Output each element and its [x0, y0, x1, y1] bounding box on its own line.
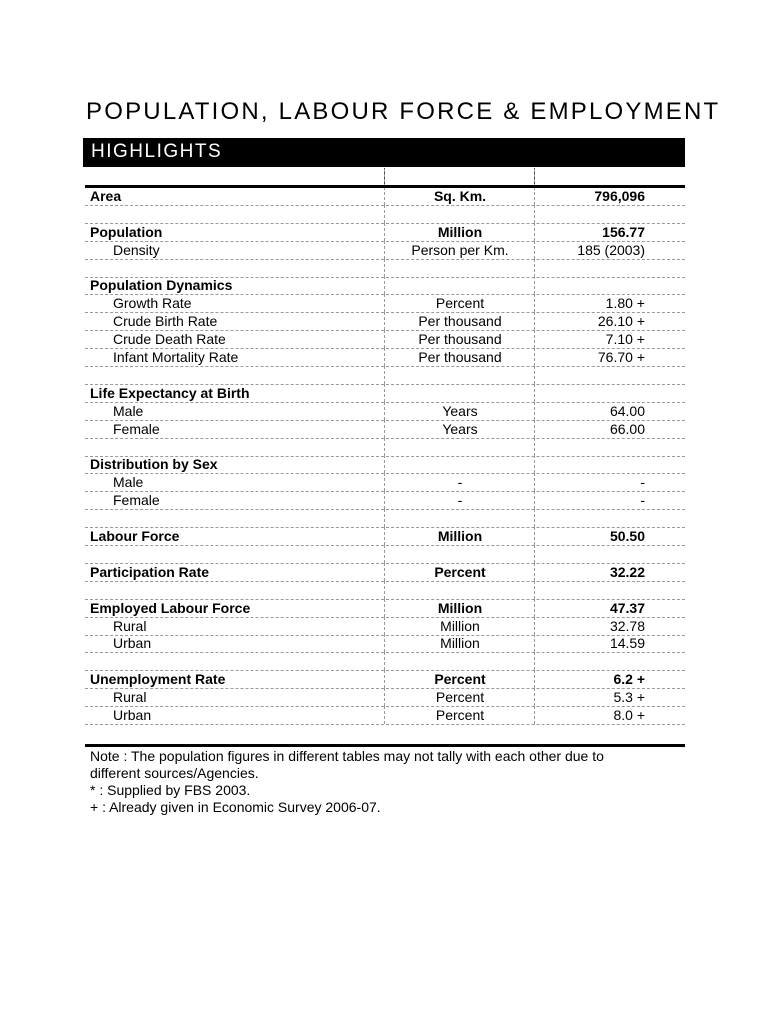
row-unit: Per thousand — [384, 312, 535, 330]
table-row — [85, 545, 685, 564]
row-value — [534, 438, 645, 456]
row-value — [534, 205, 645, 223]
row-value — [534, 455, 645, 473]
row-unit — [384, 455, 535, 473]
row-value: 185 (2003) — [534, 241, 645, 259]
footnotes — [90, 748, 670, 816]
table-row — [85, 491, 685, 510]
row-unit: Sq. Km. — [384, 187, 535, 205]
row-unit — [384, 366, 535, 384]
note-line: * : Supplied by FBS 2003. — [90, 782, 251, 798]
note-line: different sources/Agencies. — [90, 765, 259, 781]
row-label: Population — [90, 223, 163, 240]
row-unit — [384, 545, 535, 563]
table-row — [85, 276, 685, 295]
row-label: Participation Rate — [90, 563, 210, 580]
row-unit: Million — [384, 527, 535, 545]
table-row — [85, 599, 685, 618]
row-value: 50.50 — [534, 527, 645, 545]
table-row — [85, 581, 685, 600]
row-label: Growth Rate — [113, 295, 192, 312]
row-value — [534, 509, 645, 527]
table-row — [85, 312, 685, 331]
row-value — [534, 276, 645, 294]
table-row — [85, 634, 685, 653]
table-row — [85, 259, 685, 278]
table-row — [85, 420, 685, 439]
row-unit — [384, 581, 535, 599]
table-row — [85, 670, 685, 689]
table-row — [85, 223, 685, 242]
row-unit — [384, 259, 535, 277]
row-unit: - — [384, 491, 535, 509]
table-row — [85, 187, 685, 206]
row-unit: Per thousand — [384, 330, 535, 348]
row-value: 26.10 + — [534, 312, 645, 330]
row-value: 66.00 — [534, 420, 645, 438]
row-value — [534, 259, 645, 277]
row-label: Male — [113, 474, 144, 491]
row-unit: Years — [384, 402, 535, 420]
row-unit — [384, 276, 535, 294]
row-label: Urban — [113, 635, 152, 652]
table-row — [85, 652, 685, 671]
row-label: Life Expectancy at Birth — [90, 384, 250, 401]
row-value: 14.59 — [534, 634, 645, 652]
row-unit: Percent — [384, 294, 535, 312]
row-value: 796,096 — [534, 187, 645, 205]
note-line: + : Already given in Economic Survey 2006-07. — [90, 799, 381, 815]
table-row — [85, 330, 685, 349]
row-unit: Percent — [384, 563, 535, 581]
page-title: POPULATION, LABOUR FORCE & EMPLOYMENT — [86, 98, 721, 125]
table-row — [85, 617, 685, 636]
table-row — [85, 241, 685, 260]
row-value — [534, 384, 645, 402]
row-value: 64.00 — [534, 402, 645, 420]
table-row — [85, 402, 685, 421]
row-label: Employed Labour Force — [90, 599, 251, 616]
row-label: Rural — [113, 689, 147, 706]
highlights-banner — [83, 138, 685, 167]
row-unit: - — [384, 473, 535, 491]
row-label: Rural — [113, 617, 147, 634]
row-label: Labour Force — [90, 528, 180, 544]
row-value: 156.77 — [534, 223, 645, 241]
row-value: 5.3 + — [534, 688, 645, 706]
row-value: - — [534, 473, 645, 491]
row-unit: Person per Km. — [384, 241, 535, 259]
table-bottom-rule — [85, 744, 685, 747]
row-value — [534, 366, 645, 384]
row-label: Male — [113, 402, 144, 419]
row-label: Distribution by Sex — [90, 456, 218, 473]
table-row — [85, 509, 685, 528]
table-row — [85, 384, 685, 403]
row-unit: Percent — [384, 706, 535, 724]
table-top-rule — [85, 185, 685, 188]
row-unit — [384, 205, 535, 223]
row-value: 8.0 + — [534, 706, 645, 724]
table-row — [85, 366, 685, 385]
table-row — [85, 294, 685, 313]
row-label: Density — [113, 241, 160, 258]
table-row — [85, 438, 685, 457]
row-value: 76.70 + — [534, 348, 645, 366]
row-value: 6.2 + — [534, 670, 645, 688]
row-value — [534, 652, 645, 670]
row-label: Infant Mortality Rate — [113, 349, 239, 365]
table-row — [85, 455, 685, 474]
table-row — [85, 527, 685, 546]
row-label: Urban — [113, 707, 152, 723]
table-row — [85, 473, 685, 492]
row-label: Crude Birth Rate — [113, 313, 218, 330]
table-row — [85, 706, 685, 725]
row-unit — [384, 509, 535, 527]
row-unit: Per thousand — [384, 348, 535, 366]
row-unit: Million — [384, 634, 535, 652]
row-label: Female — [113, 492, 160, 509]
row-label: Female — [113, 420, 160, 437]
row-value: 32.22 — [534, 563, 645, 581]
row-label: Population Dynamics — [90, 277, 233, 294]
row-unit: Million — [384, 617, 535, 635]
row-unit: Million — [384, 599, 535, 617]
table-row — [85, 563, 685, 582]
note-line: Note : The population figures in different tables may not tally with each other due to — [90, 748, 604, 764]
table-row — [85, 205, 685, 224]
row-value: 1.80 + — [534, 294, 645, 312]
row-label: Crude Death Rate — [113, 331, 226, 348]
row-value: 47.37 — [534, 599, 645, 617]
row-unit: Million — [384, 223, 535, 241]
row-label: Area — [90, 187, 122, 204]
row-unit: Percent — [384, 688, 535, 706]
row-value — [534, 581, 645, 599]
row-unit — [384, 438, 535, 456]
row-unit — [384, 652, 535, 670]
row-unit — [384, 384, 535, 402]
row-label: Unemployment Rate — [90, 671, 226, 688]
table-row — [85, 688, 685, 707]
row-value — [534, 545, 645, 563]
table-row — [85, 348, 685, 367]
row-unit: Years — [384, 420, 535, 438]
banner-label: HIGHLIGHTS — [91, 141, 223, 162]
row-value: - — [534, 491, 645, 509]
row-unit: Percent — [384, 670, 535, 688]
row-value: 32.78 — [534, 617, 645, 635]
row-value: 7.10 + — [534, 330, 645, 348]
